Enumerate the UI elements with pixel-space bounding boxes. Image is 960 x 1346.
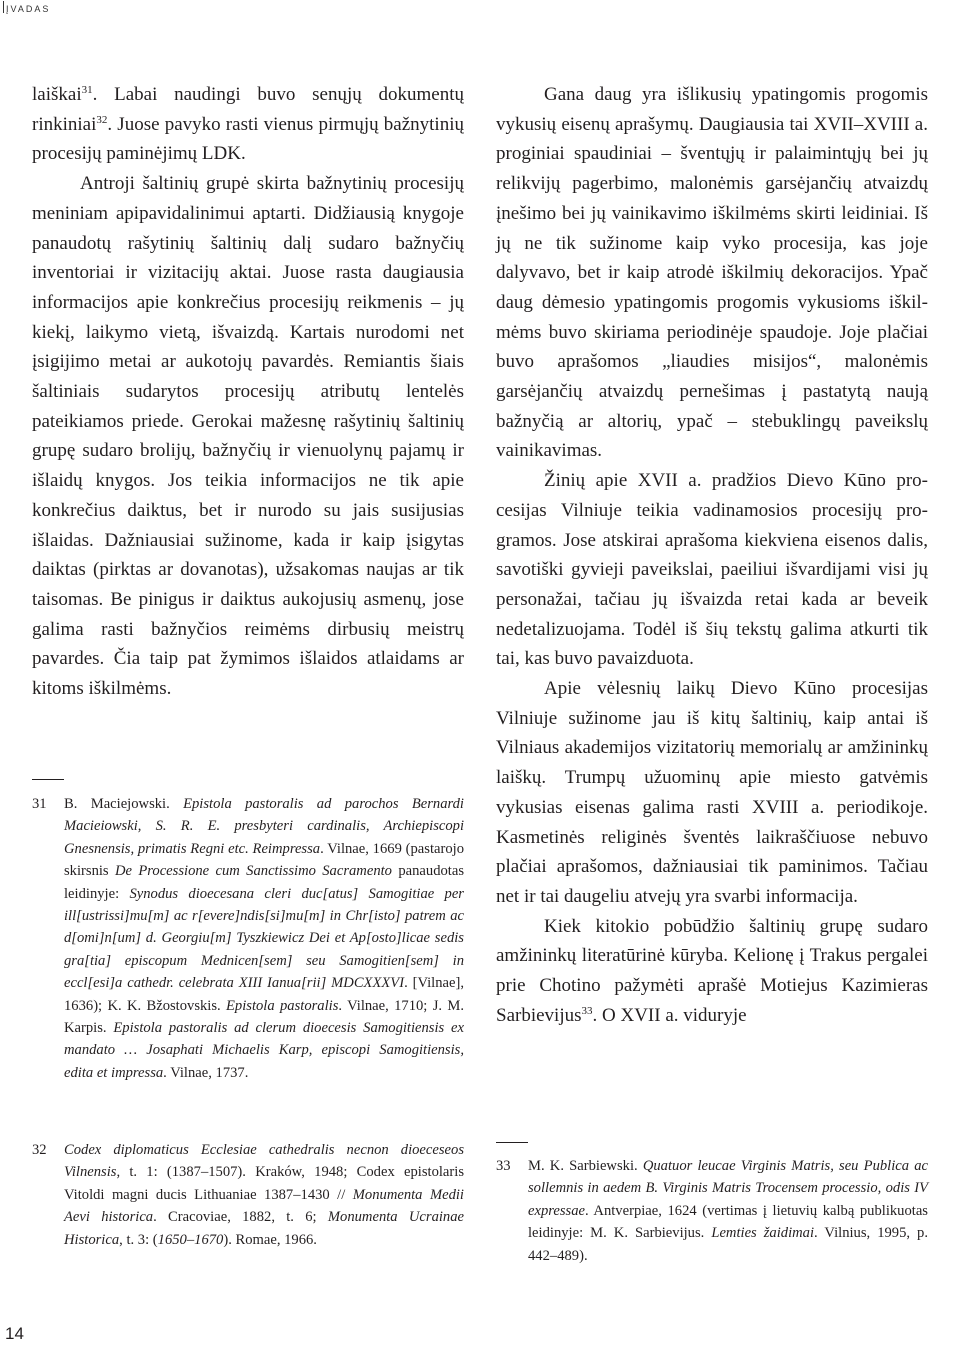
footnote-ref: 31	[81, 84, 93, 96]
paragraph	[32, 80, 464, 169]
text-run: M. K. Sarbiewski.	[528, 1158, 643, 1174]
text-run: . Vilnae, 1737.	[163, 1064, 249, 1081]
paragraph	[496, 912, 928, 1031]
italic-text: Epistola pastoralis	[226, 997, 339, 1014]
text-run: . O XVII a. viduryje	[592, 1004, 747, 1026]
italic-text: Lemties žaidimai	[711, 1225, 815, 1242]
text-run: . [Vilnae], 1636); K. K. Bžostovskis.	[64, 975, 464, 1014]
text-run: Antroji šaltinių grupė skirta bažnytinių procesijų meniniam apipavidalinimui aptarti. Didžiausią knygoje panaudotų rašytinių šaltinių dalį sudaro bažnyčių inventoriai ir vizitacijų aktai. Juose rasta daugiausia informacijos apie konkrečius procesijų reikmenis – jų kiekį, laikymo vietą, išvaizdą. Kartais nurodomi net įsigijimo metai ar aukotojų pavardės. Remiantis šiais šaltiniais sudarytos procesijų atributų lentelės pateikiamos priede. Gerokai mažesnę rašytinių šaltinių grupę sudaro brolijų, bažnyčių ir vienuolynų pajamų ir išlaidų knygos. Jos teikia informacijos ne tik apie konkrečius daiktus, bet ir nurodo su jais susijusias išlaidas. Dažniausiai sužinome, kada ir kaip įsigytas daiktas (pirktas ar dovanotas), užsakomas naujas ar tik taisomas. Be pinigus ir daiktus aukojusių asmenų, jose galima rasti bažnyčios reimėms dirbusių meistrų pavardes. Čia taip pat žymimos išlaidos atlaidams ar kitoms iškilmėms.	[32, 173, 464, 700]
italic-text: De Processione cum Sanctissimo Sacramento	[114, 863, 392, 880]
text-run: . Antverpiae, 1624 (vertimas į lietuvių kalbą publikuotas leidinyje: M. K. Sarbievijus.	[528, 1202, 928, 1242]
footnote-rule	[32, 779, 64, 780]
italic-text: Epistola pastoralis ad parochos Bernardi Macieiowski, S. R. E. presbyteri cardinalis, Archiepiscopi Gnesnensis, primatis Regni etc. Reimpressa	[64, 796, 464, 857]
text-run: . Vilnae, 1669 (pastarojo skirsnis	[64, 840, 464, 880]
footnote-text	[64, 793, 464, 1084]
text-run: , t. 1: (1387–1507). Kraków, 1948; Codex epistolaris Vitoldi magni ducis Lithuaniae 1387–1430 //	[64, 1164, 464, 1203]
italic-text: Monumenta Medii Aevi historica	[64, 1186, 464, 1226]
italic-text: Quatuor leucae Virginis Matris, seu Publica ac sollemnis in aedem B. Virginis Matris Trocensem processio, odis IV expressae	[528, 1158, 928, 1219]
text-run: ). Romae, 1966.	[223, 1231, 317, 1248]
text-run: panaudotas leidinyje:	[64, 863, 464, 902]
footnote-number: 33	[496, 1158, 511, 1174]
page-number: 14	[5, 1324, 24, 1343]
text-run: . Cracoviae, 1882, t. 6;	[153, 1209, 328, 1226]
footnote-rule	[496, 1142, 528, 1143]
footnote-number: 31	[32, 796, 47, 812]
text-run: Apie vėlesnių laikų Dievo Kūno procesijas Vilniuje sužinome jau iš kitų šaltinių, kaip antai iš Vilniaus akademijos vizitatorių memorialų ar amžininkų laiškų. Trumpų užuominų apie miesto gatvėmis vykusias eisenas galima rasti XVIII a. periodikoje. Kasmetinės religinės šventės laikraščiuose nebuvo plačiai aprašomos, dažniausiai tik paminimos. Tačiau net ir tai daugeliu atvejų yra svarbi informacija.	[496, 678, 928, 907]
italic-text: 1650–1670	[157, 1231, 224, 1248]
italic-text: Monumenta Ucrainae Historica	[64, 1209, 464, 1248]
text-run: . Labai naudingi buvo senųjų dokumentų rinkiniai	[32, 84, 464, 135]
paragraph	[496, 80, 928, 466]
right-column	[496, 80, 928, 1031]
footnote-text	[64, 1139, 464, 1251]
running-header	[3, 0, 50, 15]
text-run: Gana daug yra išlikusių ypatingomis progomis vykusių eisenų aprašymų. Daugiausia tai XVII–XVIII a. proginiai spaudiniai – šventųjų ir palaimintųjų bei jų relikvijų pagerbimo, malonėmis garsėjančių atvaizdų įnešimo bei jų vainikavimo iškilmėms skirti leidiniai. Iš jų ne tik sužinome kaip vyko procesija, kas joje dalyvavo, bet ir kaip atrodė iškilmių dekoracijos. Ypač daug dėmesio ypatingomis progomis vykusioms iškilmėms buvo skiriama periodinėje spaudoje. Joje plačiai buvo aprašomos „liaudies misijos“, malonėmis garsėjančių atvaizdų pernešimas į pastatytą naują bažnyčią ar altorių, ypač – stebuklingų paveikslų vainikavimas.	[496, 84, 928, 462]
footnote-ref: 33	[581, 1004, 593, 1017]
footnote-ref: 32	[96, 113, 108, 126]
running-title: įvadas	[6, 0, 51, 15]
text-run: . Vilnae, 1710; J. M. Karpis.	[64, 997, 464, 1037]
text-run: . Vilnius, 1995, p. 442–489).	[528, 1225, 929, 1264]
text-run: B. Maciejowski.	[64, 796, 184, 812]
text-run: Kiek kitokio pobūdžio šaltinių grupę sudaro amžininkų literatūrinė kūryba. Kelionę į Trakus pergalei prie Chotino pažymėti aprašė Motiejus Kazimieras Sarbievijus	[496, 915, 928, 1026]
paragraph	[496, 674, 928, 912]
left-column	[32, 80, 464, 704]
paragraph	[32, 169, 464, 704]
text-run: Žinių apie XVII a. pradžios Dievo Kūno procesijas Vilniuje teikia vadinamosios procesijų programos. Jose atskirai aprašoma kiekviena eisenos dalis, savotiški gyvieji paveikslai, paeiliui išvardijami visi jų personažai, tačiau jų išvaizda retai kada ar beveik nedetalizuojama. Todėl iš šių tekstų galima atkurti tik tai, kas buvo pavaizduota.	[496, 470, 928, 670]
right-body-text	[496, 80, 928, 1031]
footnote-text	[528, 1155, 928, 1267]
text-run: , t. 3: (	[119, 1231, 158, 1248]
footnote-number: 32	[32, 1142, 47, 1158]
italic-text: Epistola pastoralis ad clerum dioecesis Samogitiensis ex mandato … Josaphati Michaelis Karp, episcopi Samogitiensis, edita et impressa	[64, 1020, 464, 1081]
text-run: laiškai	[32, 84, 82, 105]
italic-text: Codex diplomaticus Ecclesiae cathedralis necnon dioeceseos Vilnensis	[64, 1142, 464, 1181]
italic-text: Synodus dioecesana cleri duc[atus] Samogitiae per ill[ustrissi]mu[m] ac r[evere]ndis[si]mu[m] in Chr[isto] patrem ac d[omi]n[um] d. Georgiu[m] Tyszkiewicz Dei et Ap[osto]licae sedis gra[tia] episcopum Mednicen[sem] seu Samogitien[sem] in eccl[esi]a cathedr. celebrata XIII Ianua[rii] MDCXXXVI	[64, 885, 464, 992]
footnote-32	[32, 1139, 464, 1251]
left-body-text	[32, 80, 464, 704]
text-run: . Juose pavyko rasti vienus pirmųjų bažnytinių procesijų paminėjimų LDK.	[32, 113, 464, 165]
paragraph	[496, 466, 928, 674]
footnote-33	[496, 1155, 928, 1267]
footnote-31	[32, 793, 464, 1084]
